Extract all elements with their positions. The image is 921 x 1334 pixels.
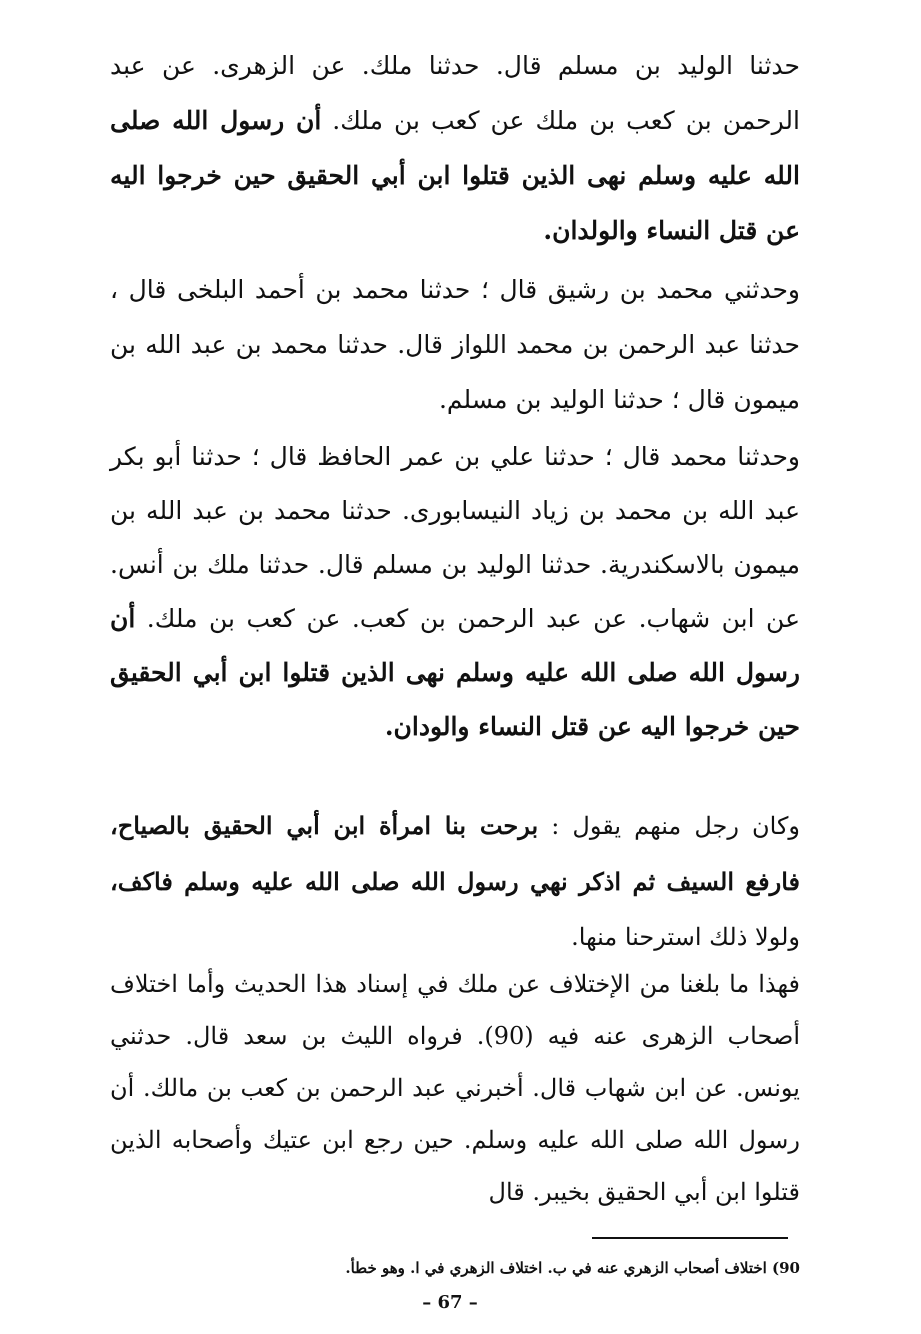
paragraph-1-text: حدثنا الوليد بن مسلم قال. حدثنا ملك. عن الزهرى. عن عبد الرحمن بن كعب بن ملك عن كعب بن ملك.: [110, 51, 800, 135]
paragraph-3-bold-text: أن رسول الله صلى الله عليه وسلم نهى الذين قتلوا ابن أبي الحقيق حين خرجوا اليه عن قتل النساء والودان.: [110, 604, 800, 741]
paragraph-2-text: وحدثني محمد بن رشيق قال ؛ حدثنا محمد بن أحمد البلخى قال ، حدثنا عبد الرحمن بن محمد اللواز قال. حدثنا محمد بن عبد الله بن ميمون قال ؛ حدثنا الوليد بن مسلم.: [110, 275, 800, 414]
paragraph-3: [110, 430, 800, 754]
paragraph-1-bold-text: أن رسول الله صلى الله عليه وسلم نهى الذين قتلوا ابن أبي الحقيق حين خرجوا اليه عن قتل النساء والولدان.: [110, 106, 800, 245]
paragraph-1: [110, 38, 800, 258]
paragraph-4-bold-text: برحت بنا امرأة ابن أبي الحقيق بالصياح، فارفع السيف ثم اذكر نهي رسول الله صلى الله عليه وسلم فاكف،: [110, 811, 800, 896]
paragraph-3-text: وحدثنا محمد قال ؛ حدثنا علي بن عمر الحافظ قال ؛ حدثنا أبو بكر عبد الله بن محمد بن زياد النيسابورى. حدثنا محمد بن عبد الله بن ميمون بالاسكندرية. حدثنا الوليد بن مسلم قال. حدثنا ملك بن أنس. عن ابن شهاب. عن عبد الرحمن بن كعب. عن كعب بن ملك.: [110, 442, 800, 633]
footnote-divider: [592, 1237, 788, 1239]
page-number: – 67 –: [422, 1292, 478, 1313]
footnote: 90) اختلاف أصحاب الزهري عنه في ب. اختلاف الزهري في ا. وهو خطأ.: [345, 1259, 800, 1277]
paragraph-5: [110, 958, 800, 1218]
paragraph-5-text: فهذا ما بلغنا من الإختلاف عن ملك في إسناد هذا الحديث وأما اختلاف أصحاب الزهرى عنه فيه (90). فرواه الليث بن سعد قال. حدثني يونس. عن ابن شهاب قال. أخبرني عبد الرحمن بن كعب بن مالك. أن رسول الله صلى الله عليه وسلم. حين رجع ابن عتيك وأصحابه الذين قتلوا ابن أبي الحقيق بخيبر. قال: [110, 970, 800, 1206]
paragraph-4: [110, 798, 800, 965]
paragraph-4-text: وكان رجل منهم يقول :: [538, 812, 801, 840]
paragraph-4-trailing-text: ولولا ذلك استرحنا منها.: [571, 923, 800, 951]
paragraph-2: [110, 262, 800, 427]
